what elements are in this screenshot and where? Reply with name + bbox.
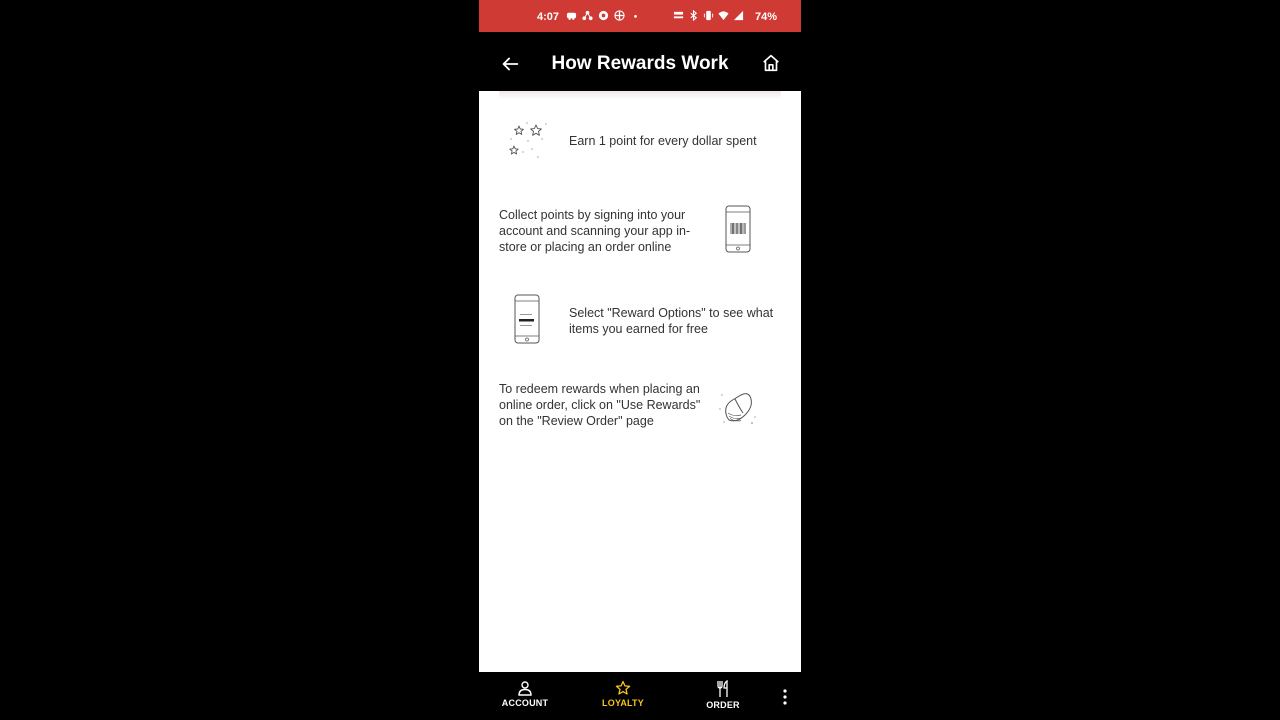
step-text: Select "Reward Options" to see what items you earned for free	[569, 306, 774, 336]
nav-order-label: ORDER	[706, 700, 740, 710]
stars-icon	[508, 119, 550, 161]
rewards-content	[479, 91, 801, 672]
bottom-navigation	[479, 672, 801, 720]
phone-screen	[479, 0, 801, 720]
star-icon	[615, 680, 631, 696]
speed-icon	[673, 10, 684, 21]
fork-knife-icon	[715, 680, 731, 698]
status-bar	[479, 0, 801, 32]
page-title: How Rewards Work	[551, 53, 729, 74]
cursor-hand-icon	[717, 387, 759, 429]
chrome-icon	[598, 10, 609, 21]
step-collect-points	[479, 205, 801, 255]
bluetooth-icon	[688, 10, 699, 21]
signal-icon	[733, 10, 744, 21]
step-text: Earn 1 point for every dollar spent	[569, 134, 757, 148]
vibrate-icon	[703, 10, 714, 21]
battery-level: 74%	[755, 11, 778, 23]
home-icon[interactable]	[760, 52, 782, 74]
app-bar	[479, 32, 801, 91]
status-right-icons	[673, 10, 744, 21]
more-vertical-icon[interactable]	[779, 688, 791, 706]
status-left-icons	[566, 10, 641, 21]
wifi-icon	[718, 10, 729, 21]
nav-account[interactable]	[490, 680, 560, 708]
step-earn-points	[479, 119, 801, 164]
divider	[499, 91, 781, 99]
person-icon	[517, 680, 533, 696]
network-icon	[582, 10, 593, 21]
dot-icon	[630, 10, 641, 21]
step-reward-options	[479, 294, 801, 344]
nav-loyalty[interactable]	[588, 680, 658, 708]
fan-icon	[614, 10, 625, 21]
phone-app-icon	[514, 294, 540, 344]
phone-barcode-icon	[725, 205, 751, 253]
cast-icon	[566, 10, 577, 21]
step-text: To redeem rewards when placing an online order, click on "Use Rewards" on the "Review Order" page	[499, 382, 701, 428]
nav-loyalty-label: LOYALTY	[602, 698, 644, 708]
step-text: Collect points by signing into your account and scanning your app in-store or placing an order online	[499, 208, 691, 254]
nav-account-label: ACCOUNT	[501, 698, 549, 708]
status-time: 4:07	[537, 11, 560, 23]
step-redeem-rewards	[479, 381, 801, 447]
nav-order[interactable]	[688, 680, 758, 710]
